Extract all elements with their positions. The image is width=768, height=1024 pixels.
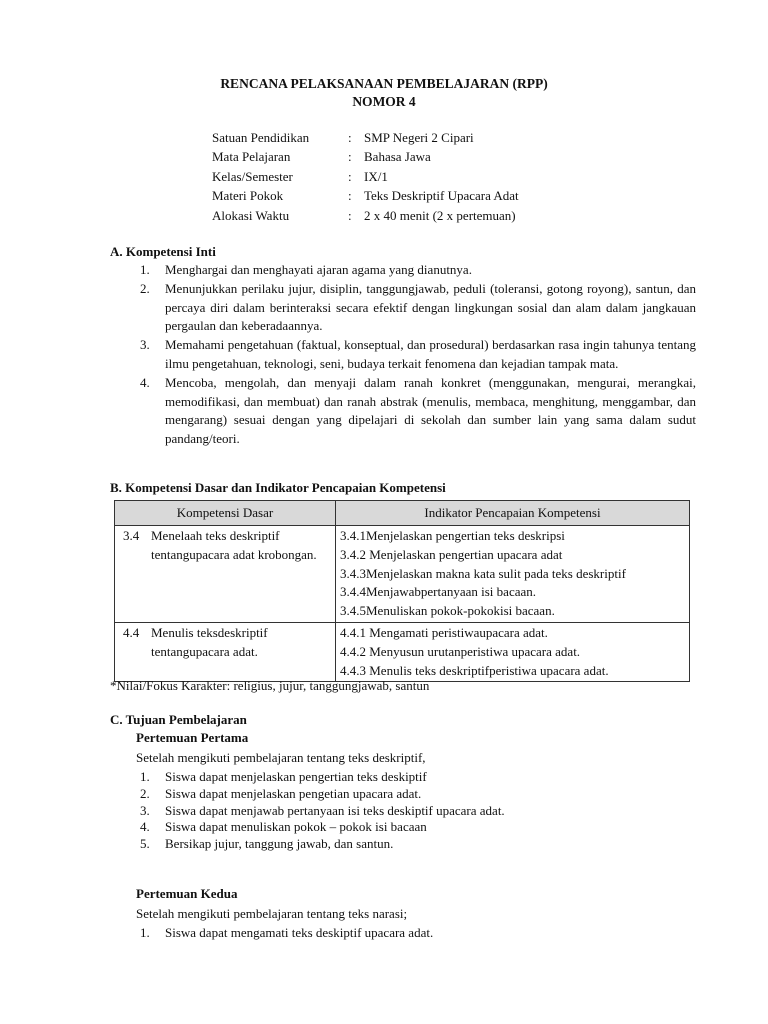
info-label: Alokasi Waktu [212,207,290,223]
indicator-item: 3.4.1Menjelaskan pengertian teks deskripsi [340,528,565,543]
info-label: Materi Pokok [212,188,284,204]
list-item [136,374,696,449]
item-text: Memahami pengetahuan (faktual, konseptual, dan prosedural) berdasarkan rasa ingin tahunya tentang ilmu pengetahuan, teknologi, seni, budaya terkait fenomena dan kejadian tampak mata. [165,337,696,371]
info-value: Teks Deskriptif Upacara Adat [364,188,519,204]
item-number: 3. [140,802,150,818]
item-text: Bersikap jujur, tanggung jawab, dan santun. [165,836,394,852]
item-text: Siswa dapat menjelaskan pengetian upacara adat. [165,785,422,801]
item-text: Siswa dapat menuliskan pokok – pokok isi bacaan [165,819,427,835]
table-row [115,622,690,681]
info-row [212,206,519,225]
item-number: 1. [140,925,150,940]
info-label: Kelas/Semester [212,168,293,184]
info-row [212,167,519,186]
indicator-item: 4.4.2 Menyusun urutanperistiwa upacara adat. [340,643,581,659]
kd-text: Menulis teksdeskriptif tentangupacara adat. [151,624,268,659]
indicator-item: 4.4.1 Mengamati peristiwaupacara adat. [340,624,548,640]
competency-table [114,500,690,682]
section-c-heading: C. Tujuan Pembelajaran [110,712,247,727]
info-label: Mata Pelajaran [212,149,291,165]
info-value: 2 x 40 menit (2 x pertemuan) [364,207,516,223]
info-colon: : [348,149,352,165]
list-item [136,836,505,853]
item-number: 4. [140,819,150,835]
list-item [136,925,433,942]
column-header-kd: Kompetensi Dasar [115,501,336,526]
item-text: Siswa dapat mengamati teks deskiptif upacara adat. [165,925,434,940]
indicator-item: 3.4.2 Menjelaskan pengertian upacara adat [340,546,563,562]
item-number: 2. [140,785,150,801]
info-colon: : [348,130,352,145]
table-cell-kd [115,622,336,681]
document-number: NOMOR 4 [352,94,416,109]
info-colon: : [348,188,352,204]
info-row [212,147,519,166]
indicator-item: 3.4.4Menjawabpertanyaan isi bacaan. [340,584,537,600]
item-number: 1. [140,262,150,277]
kd-entry [119,624,335,662]
info-value: IX/1 [364,168,388,184]
item-text: Menunjukkan perilaku jujur, disiplin, tanggungjawab, peduli (toleransi, gotong royong), santun, dan percaya diri dalam berinteraksi secara efektif dengan lingkungan sosial dan alam dalam jangkauan pergaulan dan keberadaannya. [165,280,696,334]
kd-code: 3.4 [123,528,140,543]
meeting-2-title: Pertemuan Kedua [136,886,238,901]
meeting-1-intro: Setelah mengikuti pembelajaran tentang teks deskriptif, [136,750,426,765]
section-a-heading: A. Kompetensi Inti [110,244,216,259]
kd-text: Menelaah teks deskriptif tentangupacara adat krobongan. [151,528,317,562]
item-number: 5. [140,836,150,852]
kd-entry [119,527,335,565]
info-colon: : [348,207,352,223]
meeting-1-objectives [136,769,505,853]
document-title: RENCANA PELAKSANAAN PEMBELAJARAN (RPP) [220,76,548,91]
table-cell-indicators [336,526,690,623]
table-cell-indicators [336,622,690,681]
indicator-item: 4.4.3 Menulis teks deskriptifperistiwa upacara adat. [340,662,609,678]
item-text: Siswa dapat menjawab pertanyaan isi teks deskiptif upacara adat. [165,802,505,818]
list-item [136,280,696,336]
info-label: Satuan Pendidikan [212,130,310,145]
meeting-1-title: Pertemuan Pertama [136,730,249,745]
kd-code: 4.4 [123,624,140,640]
table-cell-kd [115,526,336,623]
core-competency-list [136,261,696,449]
meeting-2-objectives [136,925,433,942]
list-item [136,336,696,374]
meeting-2-intro: Setelah mengikuti pembelajaran tentang teks narasi; [136,906,408,921]
indicator-item: 3.4.3Menjelaskan makna kata sulit pada teks deskriptif [340,565,626,581]
item-number: 1. [140,769,150,784]
item-text: Menghargai dan menghayati ajaran agama yang dianutnya. [165,262,472,277]
indicator-item: 3.4.5Menuliskan pokok-pokokisi bacaan. [340,603,555,619]
table-header-row [115,501,690,526]
column-header-indicator: Indikator Pencapaian Kompetensi [336,501,690,526]
list-item [136,769,505,786]
info-colon: : [348,168,352,184]
item-number: 4. [140,374,150,390]
identity-block [212,128,519,225]
info-value: Bahasa Jawa [364,149,431,165]
info-row [212,128,519,147]
info-value: SMP Negeri 2 Cipari [364,130,474,145]
list-item [136,261,696,280]
character-values-note: *Nilai/Fokus Karakter: religius, jujur, tanggungjawab, santun [110,678,430,693]
item-number: 2. [140,280,150,296]
item-number: 3. [140,337,150,353]
list-item [136,803,505,820]
section-b-heading: B. Kompetensi Dasar dan Indikator Pencapaian Kompetensi [110,480,446,495]
list-item [136,786,505,803]
item-text: Mencoba, mengolah, dan menyaji dalam ranah konkret (menggunakan, mengurai, merangkai, memodifikasi, dan membuat) dan ranah abstrak (menulis, membaca, menghitung, menggambar, dan mengarang) sesuai dengan yang dipelajari di sekolah dan sumber lain yang sama dalam sudut pandang/teori. [165,374,696,447]
item-text: Siswa dapat menjelaskan pengertian teks deskiptif [165,769,427,784]
list-item [136,819,505,836]
info-row [212,186,519,205]
table-row [115,526,690,623]
